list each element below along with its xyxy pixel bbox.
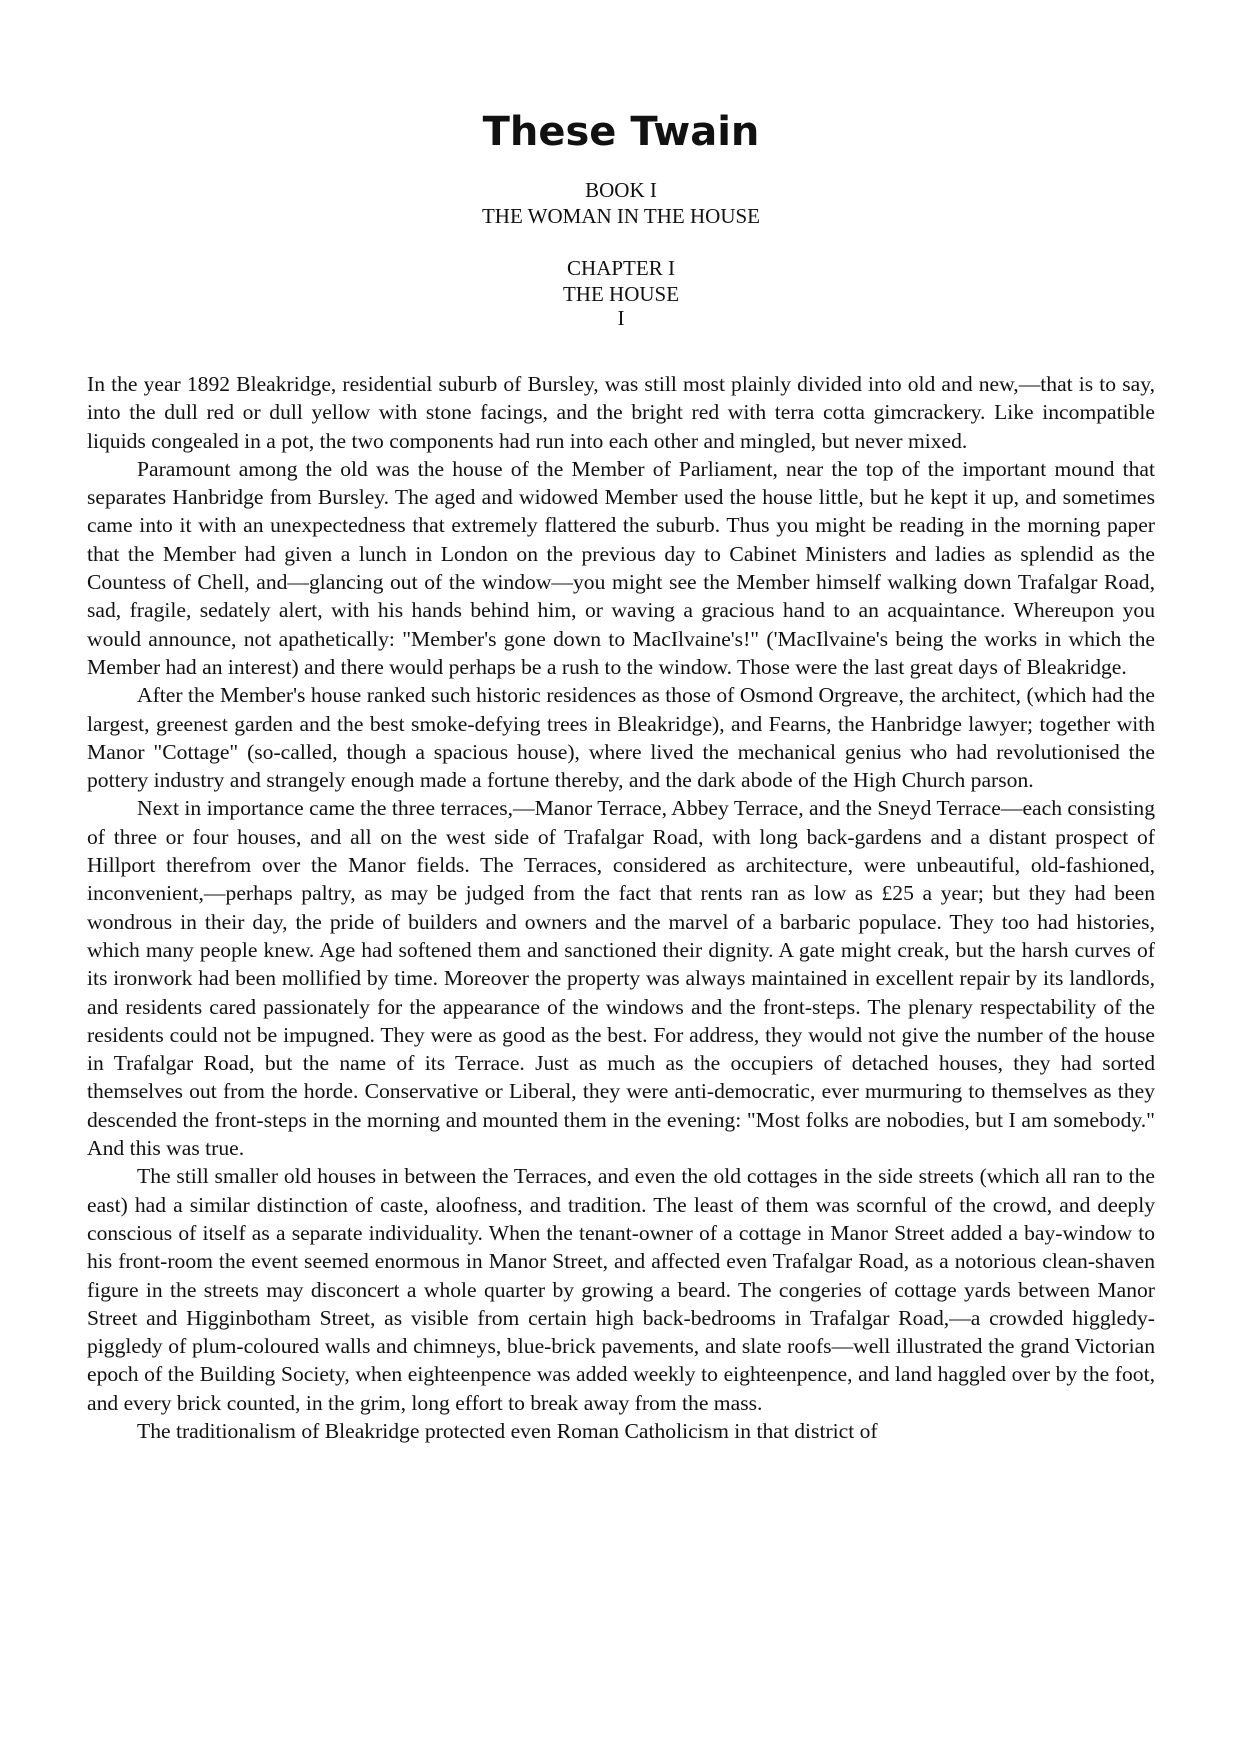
book-title: These Twain <box>482 109 760 155</box>
paragraph: Next in importance came the three terraces,—Manor Terrace, Abbey Terrace, and the Sneyd Terrace—each consisting of three or four houses, and all on the west side of Trafalgar Road, with long back-gardens and a distant prospect of Hillport therefrom over the Manor fields. The Terraces, considered as architecture, were unbeautiful, old-fashioned, inconvenient,—perhaps paltry, as may be judged from the fact that rents ran as low as £25 a year; but they had been wondrous in their day, the pride of builders and owners and the marvel of a barbaric populace. They too had histories, which many people knew. Age had softened them and sanctioned their dignity. A gate might creak, but the harsh curves of its ironwork had been mollified by time. Moreover the property was always maintained in excellent repair by its landlords, and residents cared passionately for the appearance of the windows and the front-steps. The plenary respectability of the residents could not be impugned. They were as good as the best. For address, they would not give the number of the house in Trafalgar Road, but the name of its Terrace. Just as much as the occupiers of detached houses, they had sorted themselves out from the horde. Conservative or Liberal, they were anti-democratic, ever murmuring to themselves as they descended the front-steps in the morning and mounted them in the evening: "Most folks are nobodies, but I am somebody." And this was true. <box>87 796 1155 1161</box>
paragraph: Paramount among the old was the house of the Member of Parliament, near the top of the important mound that separates Hanbridge from Bursley. The aged and widowed Member used the house little, but he kept it up, and sometimes came into it with an unexpectedness that extremely flattered the suburb. Thus you might be reading in the morning paper that the Member had given a lunch in London on the previous day to Cabinet Ministers and ladies as splendid as the Countess of Chell, and—glancing out of the window—you might see the Member himself walking down Trafalgar Road, sad, fragile, sedately alert, with his hands behind him, or waving a gracious hand to an acquaintance. Whereupon you would announce, not apathetically: "Member's gone down to MacIlvaine's!" ('MacIlvaine's being the works in which the Member had an interest) and there would perhaps be a rush to the window. Those were the last great days of Bleakridge. <box>87 456 1155 679</box>
paragraph: The traditionalism of Bleakridge protected even Roman Catholicism in that district of <box>137 1418 878 1443</box>
book-number: BOOK I <box>585 178 657 202</box>
chapter-title: THE HOUSE <box>562 282 680 306</box>
paragraph: In the year 1892 Bleakridge, residential suburb of Bursley, was still most plainly divided into old and new,—that is to say, into the dull red or dull yellow with stone facings, and the bright red with terra cotta gimcrackery. Like incompatible liquids congealed in a pot, the two components had run into each other and mingled, but never mixed. <box>87 372 1155 453</box>
book-subtitle: THE WOMAN IN THE HOUSE <box>481 204 761 228</box>
chapter-number: CHAPTER I <box>567 256 675 280</box>
chapter-body <box>87 370 1155 1445</box>
paragraph: The still smaller old houses in between the Terraces, and even the old cottages in the side streets (which all ran to the east) had a similar distinction of caste, aloofness, and tradition. The least of them was scornful of the crowd, and deeply conscious of itself as a separate individuality. When the tenant-owner of a cottage in Manor Street added a bay-window to his front-room the event seemed enormous in Manor Street, and affected even Trafalgar Road, as a notorious clean-shaven figure in the streets may disconcert a whole quarter by growing a beard. The congeries of cottage yards between Manor Street and Higginbotham Street, as visible from certain high back-bedrooms in Trafalgar Road,—a crowded higgledy-piggledy of plum-coloured walls and chimneys, blue-brick pavements, and slate roofs—well illustrated the grand Victorian epoch of the Building Society, when eighteenpence was added weekly to eighteenpence, and land haggled over by the foot, and every brick counted, in the grim, long effort to break away from the mass. <box>87 1164 1155 1415</box>
section-number: I <box>617 306 625 330</box>
paragraph: After the Member's house ranked such historic residences as those of Osmond Orgreave, the architect, (which had the largest, greenest garden and the best smoke-defying trees in Bleakridge), and Fearns, the Hanbridge lawyer; together with Manor "Cottage" (so-called, though a spacious house), where lived the mechanical genius who had revolutionised the pottery industry and strangely enough made a fortune thereby, and the dark abode of the High Church parson. <box>87 683 1155 793</box>
